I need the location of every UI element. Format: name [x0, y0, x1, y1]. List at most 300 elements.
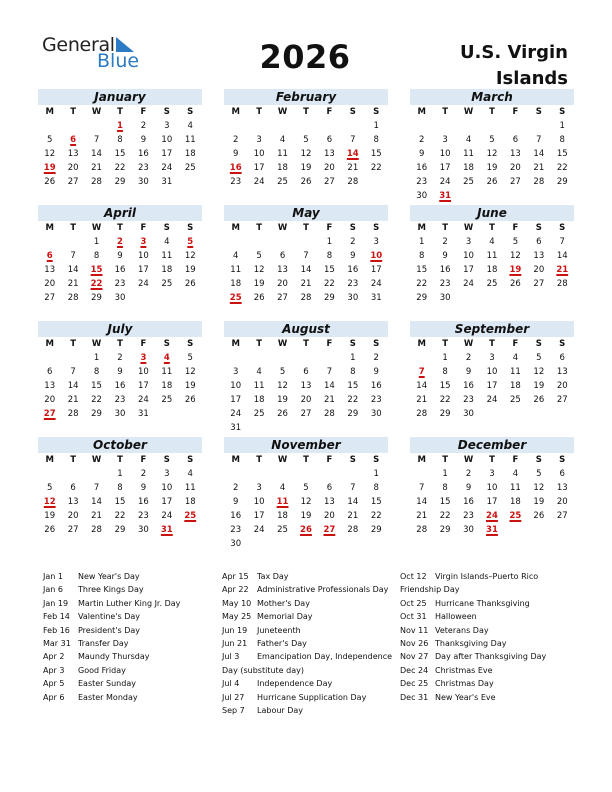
day-cell: 12 [300, 149, 312, 159]
day-cell: 1 [373, 469, 379, 479]
month-february [224, 89, 388, 189]
day-cell: 19 [533, 497, 545, 507]
day-cell: 2 [117, 353, 123, 363]
day-cell: 4 [512, 469, 519, 479]
weekday-header: S [187, 339, 194, 349]
day-cell: 25 [253, 409, 265, 419]
day-cell: 13 [67, 497, 79, 507]
day-cell: 17 [137, 381, 149, 391]
day-cell: 5 [536, 353, 542, 363]
day-cell: 29 [91, 293, 102, 303]
day-cell: 13 [44, 265, 56, 275]
day-cell: 21 [347, 163, 359, 173]
holiday-name: Hurricane Supplication Day [257, 692, 367, 702]
day-cell: 20 [556, 497, 568, 507]
holiday-day-cell: 7 [418, 367, 425, 377]
weekday-header: T [442, 107, 449, 117]
day-cell: 28 [556, 279, 568, 289]
day-cell: 10 [463, 251, 474, 261]
day-cell: 3 [233, 367, 239, 377]
day-cell: 15 [439, 497, 451, 507]
day-cell: 31 [137, 409, 149, 419]
day-cell: 28 [347, 525, 359, 535]
empty-day-cell [294, 351, 317, 365]
day-cell: 3 [489, 469, 495, 479]
day-grid [38, 221, 202, 305]
day-grid [224, 105, 388, 189]
weekday-header: S [349, 223, 356, 233]
holiday-column [43, 570, 228, 704]
day-cell: 18 [277, 163, 288, 173]
weekday-header: W [463, 223, 474, 233]
holiday-day-cell: 19 [43, 163, 56, 173]
weekday-header: M [45, 455, 54, 465]
day-cell: 4 [279, 483, 286, 493]
day-cell: 20 [556, 381, 568, 391]
day-cell: 27 [556, 511, 568, 521]
holiday-name: Independence Day [257, 679, 333, 689]
day-cell: 7 [350, 483, 356, 493]
holiday-entry [400, 650, 585, 663]
day-cell: 24 [161, 511, 173, 521]
day-cell: 15 [323, 265, 335, 275]
day-cell: 28 [67, 293, 79, 303]
empty-day-cell [294, 119, 317, 133]
day-cell: 16 [416, 163, 428, 173]
day-cell: 27 [277, 293, 288, 303]
holiday-day-cell: 5 [187, 237, 194, 247]
day-cell: 25 [161, 279, 173, 289]
day-cell: 1 [93, 353, 100, 363]
day-cell: 12 [277, 381, 288, 391]
day-cell: 4 [256, 367, 262, 377]
day-cell: 8 [419, 251, 425, 261]
day-cell: 6 [536, 237, 542, 247]
empty-day-cell [247, 119, 270, 133]
day-cell: 22 [439, 395, 451, 405]
day-cell: 12 [253, 265, 265, 275]
weekday-header: T [442, 339, 449, 349]
empty-day-cell [38, 351, 61, 365]
day-cell: 17 [253, 511, 265, 521]
day-cell: 14 [300, 265, 312, 275]
weekday-header: S [373, 339, 380, 349]
holiday-name: Father's Day [257, 639, 307, 649]
weekday-header: T [303, 223, 309, 233]
weekday-header: S [349, 455, 356, 465]
day-cell: 16 [347, 265, 359, 275]
day-cell: 20 [67, 163, 79, 173]
empty-day-cell [38, 119, 61, 133]
month-name: June [410, 205, 574, 221]
weekday-header: W [277, 339, 288, 349]
holiday-date: Jan 1 [43, 572, 63, 581]
day-cell: 6 [512, 135, 519, 145]
weekday-header: S [349, 107, 356, 117]
day-cell: 11 [486, 251, 498, 261]
month-name: November [224, 437, 388, 453]
holiday-day-cell: 16 [229, 163, 242, 173]
day-cell: 23 [114, 395, 126, 405]
holiday-entry [43, 677, 228, 690]
weekday-header: T [256, 107, 263, 117]
holiday-entry [400, 610, 585, 623]
weekday-header: M [417, 455, 426, 465]
day-cell: 23 [416, 177, 428, 187]
day-cell: 16 [137, 497, 149, 507]
day-cell: 26 [253, 293, 265, 303]
holiday-name: Three Kings Day [78, 585, 144, 595]
day-cell: 27 [533, 279, 545, 289]
day-cell: 10 [137, 367, 149, 377]
holiday-date: Jun 21 [222, 639, 248, 649]
day-cell: 18 [509, 381, 521, 391]
day-cell: 26 [486, 177, 498, 187]
day-cell: 23 [370, 395, 382, 405]
day-cell: 16 [463, 497, 474, 507]
day-cell: 9 [117, 367, 123, 377]
weekday-header: S [163, 455, 170, 465]
day-cell: 12 [184, 251, 196, 261]
weekday-header: T [117, 455, 123, 465]
day-cell: 27 [509, 177, 521, 187]
empty-day-cell [61, 235, 84, 249]
weekday-header: F [512, 455, 519, 465]
day-cell: 16 [137, 149, 149, 159]
day-cell: 2 [465, 469, 472, 479]
day-cell: 7 [536, 135, 542, 145]
day-cell: 22 [416, 279, 428, 289]
day-cell: 2 [140, 469, 147, 479]
empty-day-cell [480, 119, 503, 133]
day-cell: 17 [439, 163, 451, 173]
day-cell: 1 [326, 237, 333, 247]
weekday-header: F [140, 455, 147, 465]
day-cell: 10 [161, 135, 173, 145]
day-cell: 22 [556, 163, 568, 173]
day-cell: 13 [509, 149, 521, 159]
day-cell: 30 [347, 293, 359, 303]
holiday-day-cell: 27 [43, 409, 56, 419]
day-cell: 5 [489, 135, 495, 145]
month-september [410, 321, 574, 421]
holiday-entry [400, 570, 585, 583]
holiday-entry [43, 610, 228, 623]
logo-word-general: General [42, 34, 115, 56]
day-cell: 27 [67, 177, 79, 187]
day-cell: 12 [184, 367, 196, 377]
holiday-date: Mar 31 [43, 639, 71, 649]
day-cell: 2 [140, 121, 147, 131]
day-cell: 20 [533, 265, 545, 275]
holiday-name: Administrative Professionals Day [257, 585, 389, 595]
day-cell: 2 [233, 483, 239, 493]
day-cell: 8 [93, 251, 100, 261]
day-cell: 19 [277, 395, 288, 405]
weekday-header: S [187, 223, 194, 233]
holiday-entry [400, 637, 585, 650]
weekday-header: W [91, 107, 102, 117]
day-grid [410, 105, 574, 203]
day-cell: 28 [347, 177, 359, 187]
day-cell: 11 [184, 483, 196, 493]
day-cell: 20 [277, 279, 288, 289]
weekday-header: T [70, 223, 77, 233]
country-title-line-2: Islands [495, 68, 568, 89]
day-cell: 13 [67, 149, 79, 159]
day-cell: 13 [44, 381, 56, 391]
day-cell: 18 [277, 511, 288, 521]
day-cell: 16 [463, 381, 474, 391]
day-cell: 5 [256, 251, 262, 261]
day-cell: 25 [463, 177, 474, 187]
day-cell: 8 [350, 367, 356, 377]
day-cell: 23 [439, 279, 451, 289]
day-cell: 13 [556, 483, 568, 493]
day-cell: 18 [230, 279, 242, 289]
holiday-day-cell: 6 [46, 251, 53, 261]
day-cell: 14 [91, 149, 102, 159]
day-cell: 5 [187, 353, 193, 363]
day-cell: 24 [370, 279, 382, 289]
weekday-header: S [373, 223, 380, 233]
weekday-header: W [91, 455, 102, 465]
day-cell: 1 [442, 469, 448, 479]
day-cell: 26 [184, 395, 196, 405]
weekday-header: S [187, 455, 194, 465]
day-cell: 10 [161, 483, 173, 493]
holiday-date: Oct 25 [400, 598, 427, 608]
day-cell: 6 [326, 135, 333, 145]
day-cell: 22 [114, 163, 126, 173]
day-cell: 14 [91, 497, 102, 507]
weekday-header: S [163, 107, 170, 117]
holiday-date: Feb 14 [43, 612, 70, 622]
month-name: April [38, 205, 202, 221]
day-cell: 14 [416, 381, 428, 391]
weekday-header: M [417, 339, 426, 349]
holiday-date: Apr 15 [222, 572, 249, 581]
day-cell: 5 [536, 469, 542, 479]
empty-day-cell [433, 119, 456, 133]
holiday-day-cell: 10 [370, 251, 383, 261]
holiday-column [400, 570, 585, 704]
weekday-header: T [442, 223, 449, 233]
day-cell: 11 [253, 381, 265, 391]
holiday-entry [43, 583, 228, 596]
day-cell: 30 [370, 409, 382, 419]
holiday-name: Memorial Day [257, 612, 313, 622]
empty-day-cell [457, 119, 480, 133]
day-cell: 24 [486, 395, 498, 405]
holiday-name: Mother's Day [257, 598, 310, 608]
month-name: July [38, 321, 202, 337]
empty-day-cell [410, 467, 433, 481]
day-cell: 16 [439, 265, 451, 275]
holiday-date: Dec 31 [400, 692, 429, 702]
day-cell: 12 [509, 251, 521, 261]
holiday-date: Jan 6 [43, 585, 63, 595]
holiday-date: Apr 6 [43, 692, 65, 702]
day-cell: 14 [533, 149, 545, 159]
weekday-header: S [559, 455, 566, 465]
weekday-header: W [277, 107, 288, 117]
day-cell: 12 [300, 497, 312, 507]
empty-day-cell [294, 235, 317, 249]
empty-day-cell [341, 467, 364, 481]
day-cell: 30 [230, 539, 242, 549]
holiday-date: Oct 12 [400, 572, 427, 581]
weekday-header: F [512, 107, 519, 117]
day-cell: 8 [117, 483, 123, 493]
holiday-name-continued: Day (substitute day) [222, 665, 304, 675]
holiday-name: Valentine's Day [78, 612, 141, 622]
day-cell: 18 [184, 497, 196, 507]
month-name: December [410, 437, 574, 453]
empty-day-cell [61, 467, 84, 481]
day-cell: 18 [486, 265, 498, 275]
holiday-name: Day after Thanksgiving Day [435, 652, 547, 662]
day-cell: 9 [140, 135, 147, 145]
holiday-name: Labour Day [257, 706, 304, 716]
holiday-day-cell: 21 [556, 265, 569, 275]
day-cell: 10 [486, 367, 498, 377]
holiday-entry [222, 610, 407, 623]
empty-day-cell [61, 351, 84, 365]
day-cell: 7 [303, 251, 309, 261]
day-cell: 5 [279, 367, 286, 377]
holiday-entry [222, 637, 407, 650]
holiday-entry [43, 597, 228, 610]
day-cell: 1 [373, 121, 379, 131]
day-cell: 7 [70, 367, 76, 377]
weekday-header: S [163, 339, 170, 349]
day-cell: 8 [373, 135, 379, 145]
day-cell: 17 [486, 381, 498, 391]
day-cell: 28 [323, 409, 335, 419]
holiday-name: Christmas Day [435, 679, 494, 689]
day-cell: 24 [463, 279, 474, 289]
empty-day-cell [318, 351, 341, 365]
day-cell: 17 [230, 395, 242, 405]
empty-day-cell [85, 119, 108, 133]
day-cell: 6 [70, 483, 76, 493]
weekday-header: T [489, 339, 495, 349]
day-cell: 21 [91, 163, 102, 173]
holiday-name-continued: Friendship Day [400, 585, 460, 595]
calendar-year: 2026 [259, 38, 351, 76]
day-cell: 28 [416, 409, 428, 419]
day-cell: 24 [161, 163, 173, 173]
day-cell: 10 [439, 149, 451, 159]
empty-day-cell [271, 119, 294, 133]
day-cell: 6 [47, 367, 53, 377]
day-cell: 17 [463, 265, 474, 275]
holiday-name: Martin Luther King Jr. Day [78, 598, 181, 608]
day-cell: 11 [161, 251, 173, 261]
day-cell: 10 [137, 251, 149, 261]
day-cell: 9 [465, 367, 472, 377]
day-cell: 18 [161, 265, 173, 275]
day-cell: 5 [47, 135, 53, 145]
holiday-entry [222, 583, 407, 596]
day-cell: 21 [416, 395, 428, 405]
holiday-date: Dec 24 [400, 665, 429, 675]
holiday-date: Dec 25 [400, 679, 429, 689]
day-cell: 24 [230, 409, 242, 419]
day-cell: 8 [442, 483, 448, 493]
brand-logo [42, 34, 142, 74]
day-cell: 30 [463, 525, 474, 535]
day-cell: 24 [253, 177, 265, 187]
empty-day-cell [224, 235, 247, 249]
weekday-header: F [326, 107, 333, 117]
holiday-entry [400, 691, 585, 704]
holiday-day-cell: 25 [184, 511, 197, 521]
holiday-day-cell: 27 [323, 525, 336, 535]
day-cell: 26 [184, 279, 196, 289]
day-cell: 31 [230, 423, 242, 433]
day-cell: 21 [300, 279, 312, 289]
day-cell: 24 [137, 395, 149, 405]
day-cell: 15 [370, 497, 382, 507]
day-cell: 8 [117, 135, 123, 145]
day-cell: 26 [509, 279, 521, 289]
holiday-name: Maundy Thursday [78, 652, 150, 662]
day-cell: 16 [230, 511, 242, 521]
weekday-header: F [140, 339, 147, 349]
day-cell: 12 [533, 367, 545, 377]
weekday-header: S [349, 339, 356, 349]
holiday-entry [222, 677, 407, 690]
day-cell: 30 [416, 191, 428, 201]
holiday-day-cell: 3 [140, 237, 147, 247]
day-cell: 20 [44, 279, 56, 289]
day-cell: 31 [161, 177, 173, 187]
weekday-header: W [463, 107, 474, 117]
holiday-name: Transfer Day [78, 639, 129, 649]
day-cell: 22 [323, 279, 335, 289]
country-title [388, 40, 568, 92]
weekday-header: T [303, 339, 309, 349]
day-cell: 18 [184, 149, 196, 159]
day-cell: 19 [253, 279, 265, 289]
holiday-day-cell: 1 [117, 121, 123, 131]
holiday-day-cell: 11 [276, 497, 289, 507]
day-cell: 4 [512, 353, 519, 363]
month-april [38, 205, 202, 305]
day-cell: 14 [556, 251, 568, 261]
weekday-header: F [326, 223, 333, 233]
day-grid [410, 453, 574, 537]
day-cell: 15 [91, 381, 102, 391]
day-cell: 21 [323, 395, 335, 405]
day-cell: 3 [489, 353, 495, 363]
day-cell: 6 [326, 483, 333, 493]
weekday-header: M [417, 107, 426, 117]
day-cell: 2 [465, 353, 472, 363]
day-cell: 17 [137, 265, 149, 275]
day-cell: 17 [370, 265, 382, 275]
weekday-header: M [45, 107, 54, 117]
day-cell: 27 [556, 395, 568, 405]
day-cell: 15 [416, 265, 428, 275]
day-cell: 28 [416, 525, 428, 535]
day-cell: 24 [253, 525, 265, 535]
empty-day-cell [85, 467, 108, 481]
day-cell: 9 [373, 367, 379, 377]
holiday-date: May 10 [222, 598, 252, 608]
